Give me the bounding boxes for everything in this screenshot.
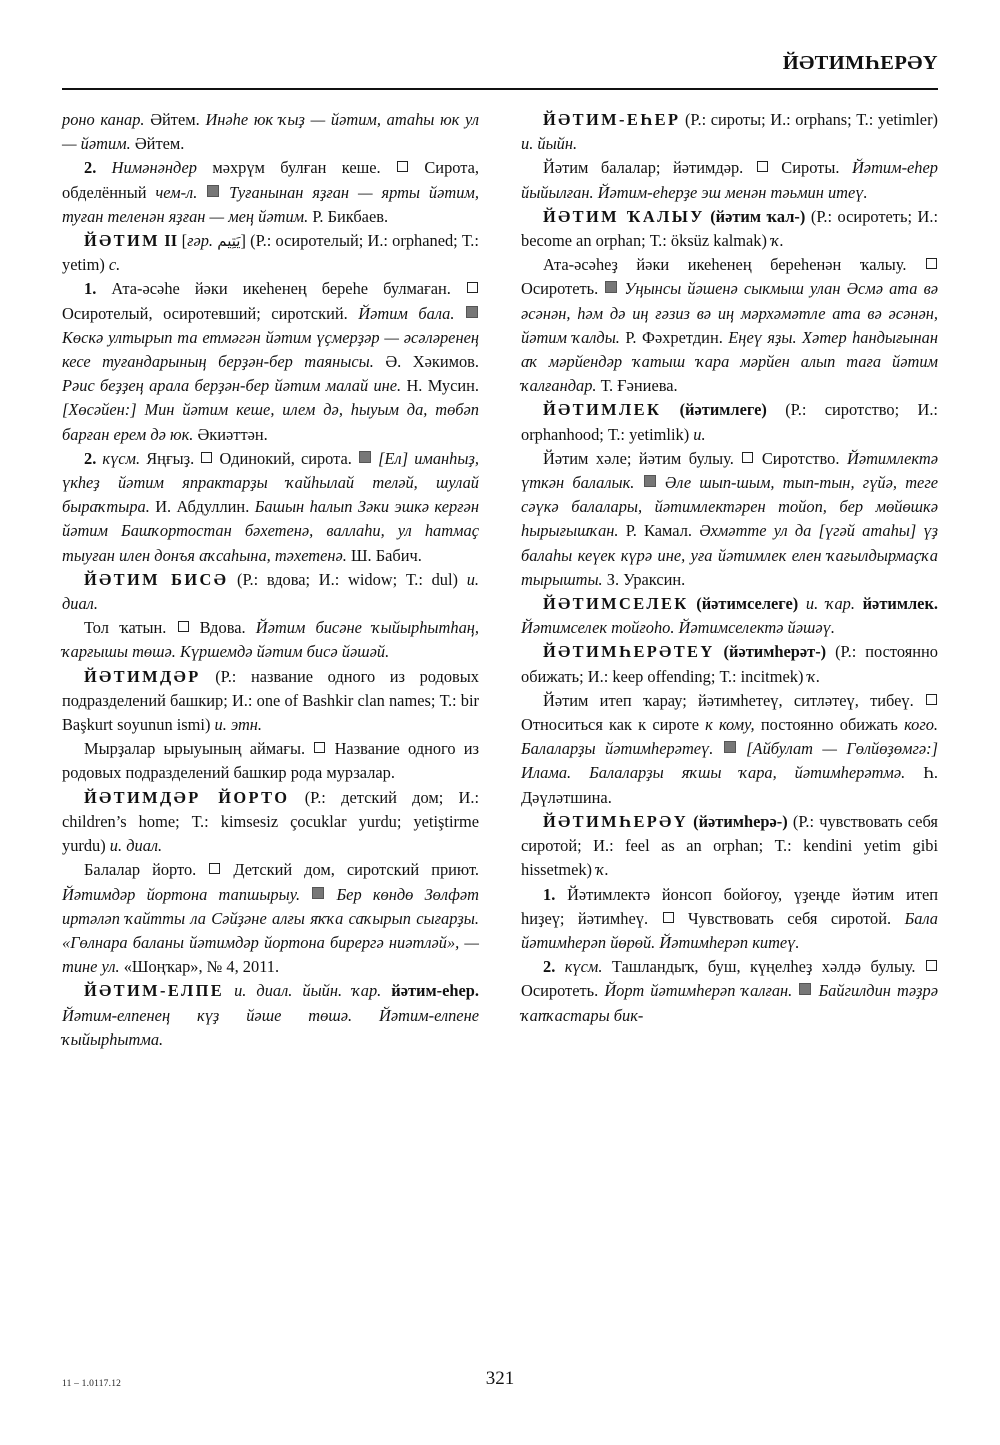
sense-definition: Яңғыҙ. xyxy=(140,448,195,468)
entry-paren-form: (йәтимселеге) xyxy=(696,594,799,614)
sense-citation: Еңеү яҙы. Хәтер һандығынан аҡ мәрйендәр ҡатыш ҡара мәрйен алып таға йәтим ҡалғандар. xyxy=(521,327,938,396)
sense-definition: Ата-әсәһеҙ йәки икеһенең береһенән ҡалыу. xyxy=(543,255,907,275)
sense-translation: Сироты. xyxy=(781,158,840,178)
sense-citation-source: Ш. Бабич. xyxy=(346,545,422,565)
filled-square-marker-icon xyxy=(644,475,656,487)
entry-gloss: (Р.: осиротеть; И.: become an orphan; Т.: öksüz kalmak) xyxy=(521,206,938,251)
entry-headword: ЙӘТИМДӘР ЙОРТО xyxy=(84,787,290,807)
sense-definition-italic: Нимәнәндер xyxy=(111,158,197,178)
sense-citation: Көскә ултырып та етмәгән йәтим үҫмерҙәр — әсәләренең кесе туғандарының берҙән-бер таянысы. xyxy=(62,327,479,372)
sense-citation: Байгилдин тәҙрә ҡапҡастары бик- xyxy=(521,981,939,1025)
sense-translation: Чувствовать себя сиротой. xyxy=(687,908,892,928)
continued-roman-a: Әйтем. xyxy=(144,110,206,129)
sense-citation-source: Һ. Дәүләтшина. xyxy=(521,763,938,807)
entry-usage-label: диал. xyxy=(126,836,163,856)
sense-citation: Әхмәтте ул да [үгәй атаһы] үҙ балаһы кеүек күрә ине, уға йәтимлек елен ҡағылдырмаҫҡа тырышты. xyxy=(521,521,939,589)
sense-citation-source: З. Ураксин. xyxy=(602,569,686,589)
sense-translation: Одинокий, сирота. xyxy=(219,448,352,468)
etymology-bracket-open: [ xyxy=(181,231,188,251)
sense-translation: Осиротелый, осиротевший; сиротский. xyxy=(62,303,348,323)
entry-gloss: (Р.: название одного из родовых подразделений башкир; И.: one of Bashkir clan names; Т.: bir Başkurt soyunun ismi) xyxy=(62,666,479,735)
sense-citation-source: И. Абдуллин. xyxy=(149,497,250,517)
entry-usage-label: диал. xyxy=(62,594,98,614)
entry-roman-numeral: II xyxy=(164,231,178,251)
entry-part-of-speech: и. xyxy=(689,424,706,444)
entry-part-of-speech: ҡ. xyxy=(592,860,609,880)
sense-paragraph xyxy=(521,156,938,204)
sense-translation: Осиротеть. xyxy=(521,981,599,1001)
sense-number: 2. xyxy=(84,448,97,468)
column-container xyxy=(62,108,938,1052)
entry-gloss: (Р.: детский дом; И.: children’s home; Т.: kimsesiz çocuklar yurdu; yetiştirme yurdu) xyxy=(62,787,479,856)
footer-signature: 11 – 1.0117.12 xyxy=(62,1379,122,1389)
sense-citation: Туғанынан яҙған — ярты йәтим, туған теленән яҙған — мең йәтим. xyxy=(62,182,479,226)
sense-citation-source: Әкиәттән. xyxy=(193,424,268,444)
sense-example: Йорт йәтимһерәп ҡалған. xyxy=(604,981,793,1001)
entry-part-of-speech: и. xyxy=(521,134,538,154)
sense-citation-source: Т. Ғәниева. xyxy=(596,376,678,396)
cross-reference-target[interactable]: йәтим-еһер. xyxy=(391,981,479,1001)
sense-paragraph xyxy=(521,955,938,1028)
open-square-marker-icon xyxy=(397,161,408,172)
sense-example: Йәтим бисәне ҡыйырһытһаң, ҡарғышы төшә. Күршемдә йәтим бисә йәшәй. xyxy=(62,618,479,662)
open-square-marker-icon xyxy=(742,452,753,463)
entry-yatim-2 xyxy=(62,229,479,277)
header-rule xyxy=(62,88,938,90)
sense-paragraph xyxy=(62,156,479,229)
sense-paragraph xyxy=(62,616,479,664)
continued-entry-paragraph xyxy=(62,108,479,156)
etymology-bracket-close: ] xyxy=(240,231,246,251)
sense-paragraph xyxy=(521,883,938,956)
open-square-marker-icon xyxy=(201,452,212,463)
sense-paragraph xyxy=(62,447,479,568)
sense-paragraph xyxy=(521,253,938,398)
right-column xyxy=(521,108,938,1052)
sense-citation: Уңынсы йәшенә сыкмыш улан Әсмә ата вә әсәнән, һәм дә иң ғәзиз вә иң мәрхәмәтле ата вә әсәнән, йәтим ҡалды. xyxy=(521,279,938,347)
entry-headword: ЙӘТИМ-ЕЛПЕ xyxy=(84,981,225,1001)
entry-headword: ЙӘТИМ xyxy=(84,231,161,251)
entry-yatimselek xyxy=(521,592,938,640)
entry-yatimhereu xyxy=(521,810,938,883)
sense-citation: [Ел] иманһыҙ, үкһеҙ йәтим япрактарҙы ҡайһылай теләй, шулай быраҡтыра. xyxy=(62,448,479,517)
filled-square-marker-icon xyxy=(605,281,617,293)
open-square-marker-icon xyxy=(209,863,220,874)
sense-number: 2. xyxy=(543,957,556,977)
sense-citation-source: Н. Мусин. xyxy=(401,376,479,396)
sense-translation: Название одного из родовых подразделений башкир рода мурзалар. xyxy=(62,739,480,783)
entry-headword: ЙӘТИМДӘР xyxy=(84,666,201,686)
sense-number: 2. xyxy=(84,158,97,178)
entry-gloss: (Р.: чувствовать себя сиротой; И.: feel as an orphan; Т.: kendini yetim gibi hissetmek) xyxy=(521,811,938,880)
entry-yatim-eher xyxy=(521,108,938,156)
entry-yatim-elpe xyxy=(62,979,479,1052)
filled-square-marker-icon xyxy=(724,741,736,753)
entry-yatimlek xyxy=(521,398,938,446)
etymology-arabic-source: يَتِيم xyxy=(217,232,241,251)
entry-headword: ЙӘТИМ ҠАЛЫУ xyxy=(543,206,705,226)
entry-part-of-speech: ҡ. xyxy=(803,666,821,686)
entry-gloss: (Р.: вдова; И.: widow; Т.: dul) xyxy=(236,569,459,589)
entry-yatimdar xyxy=(62,665,479,738)
sense-definition: Тол ҡатын. xyxy=(84,618,167,638)
entry-part-of-speech: и. xyxy=(458,569,480,589)
entry-gloss: (Р.: постоянно обижать; И.: keep offending; Т.: incitmek) xyxy=(521,642,938,686)
entry-part-of-speech: и. ҡар. xyxy=(798,594,863,614)
sense-definition: Мырҙалар ырыуының аймағы. xyxy=(84,739,306,759)
continued-roman-b: Әйтем. xyxy=(130,134,185,154)
sense-citation: Рәис беҙҙең арала берҙән-бер йәтим малай ине. xyxy=(62,376,402,396)
sense-translation: Сиротство. xyxy=(761,448,840,468)
open-square-marker-icon xyxy=(926,960,937,971)
sense-citation-source: Ә. Хәкимов. xyxy=(373,352,479,372)
sense-example: Балаларҙы йәтимһерәтеү. xyxy=(521,739,714,759)
sense-example: Йәтим-елпенең күҙ йәше төшә. Йәтим-елпене ҡыйырһытма. xyxy=(62,1005,479,1049)
entry-part-of-speech: и. xyxy=(210,715,231,735)
sense-citation-source: Р. Камал. xyxy=(618,521,692,541)
sense-number: 1. xyxy=(543,884,556,904)
filled-square-marker-icon xyxy=(466,306,478,318)
sense-definition-roman: мәхрүм булған кеше. xyxy=(196,158,381,178)
sense-paragraph xyxy=(62,277,479,446)
sense-paragraph xyxy=(521,689,938,810)
etymology-language: ғәр. xyxy=(187,231,214,251)
entry-headword: ЙӘТИМ БИСӘ xyxy=(84,569,229,589)
left-column xyxy=(62,108,479,1052)
sense-translation: Сирота, обделённый xyxy=(62,158,479,202)
sense-example: Йәтимдәр йортона тапшырыу. xyxy=(62,884,301,904)
sense-label: күсм. xyxy=(102,448,141,468)
sense-label: күсм. xyxy=(564,957,603,977)
sense-citation-source: Р. Бикбаев. xyxy=(308,206,389,226)
open-square-marker-icon xyxy=(757,161,768,172)
open-square-marker-icon xyxy=(178,621,189,632)
open-square-marker-icon xyxy=(926,694,937,705)
sense-citation: [Хөсәйен:] Мин йәтим кеше, илем дә, һыуым да, төбәп барған ерем дә юк. xyxy=(62,400,479,444)
sense-definition: Йәтим итеп ҡарау; йәтимһетеү, ситләтеү, тибеү. xyxy=(543,690,914,710)
filled-square-marker-icon xyxy=(207,185,219,197)
entry-part-of-speech: с. xyxy=(104,255,121,275)
sense-example: Йәтим-еһер йыйылған. Йәтим-еһерҙе эш менән тәьмин итеү. xyxy=(521,158,938,202)
sense-citation: Әле шып-шым, тып-тын, гүйә, теге сәүкә балалары, йәтимлектәрен тойоп, бер мөйөшкә һырығышҡан. xyxy=(521,473,938,541)
sense-definition: Ташландыҡ, буш, күңелһеҙ хәлдә булыу. xyxy=(602,957,916,977)
running-header xyxy=(62,52,938,75)
sense-definition: Йәтим хәле; йәтим булыу. xyxy=(543,448,734,468)
entry-headword: ЙӘТИМЛЕК xyxy=(543,400,662,420)
sense-definition: Йәтимлектә йонсоп бойоғоу, үҙеңде йәтим итеп һиҙеү; йәтимһеү. xyxy=(521,884,938,928)
filled-square-marker-icon xyxy=(799,983,811,995)
entry-usage-label: йыйн. xyxy=(537,134,578,154)
sense-example: Йәтим бала. xyxy=(358,303,455,323)
entry-paren-form: (йәтим ҡал-) xyxy=(710,206,806,226)
sense-translation: Осиротеть. xyxy=(521,279,599,299)
entry-yatim-bisa xyxy=(62,568,479,616)
sense-citation: Башын һалып Зәки эшкә керғән йәтим Башҡортостан бәхетенә, валлаһи, ул һатмаҫ тыуған илен донъя аҡсаһына, тәхетенә. xyxy=(62,497,479,565)
sense-number: 1. xyxy=(84,279,97,299)
open-square-marker-icon xyxy=(467,282,478,293)
entry-paren-form: (йәтимлеге) xyxy=(679,400,767,420)
sense-translation-italic: чем-л. xyxy=(155,182,198,202)
filled-square-marker-icon xyxy=(312,887,324,899)
entry-yatimherateu xyxy=(521,640,938,688)
sense-paragraph xyxy=(62,858,479,979)
sense-definition: Балалар йорто. xyxy=(84,860,197,880)
entry-usage-label: этн. xyxy=(230,715,263,735)
entry-headword: ЙӘТИМҺЕРӘТЕҮ xyxy=(543,642,715,662)
continued-italic-b: Инәһе юк ҡыҙ — йәтим, атаһы юк ул — йәтим. xyxy=(62,110,480,154)
sense-translation-italic: кого. xyxy=(904,715,939,735)
open-square-marker-icon xyxy=(663,912,674,923)
sense-translation: Относиться как к сироте xyxy=(521,715,706,735)
sense-citation-source: «Шоңҡар», № 4, 2011. xyxy=(119,957,280,977)
entry-gloss: (Р.: сироты; И.: orphans; Т.: yetimler) xyxy=(684,110,938,129)
open-square-marker-icon xyxy=(926,258,937,269)
entry-part-of-speech: и. xyxy=(105,836,127,856)
sense-translation: Вдова. xyxy=(199,618,246,638)
sense-paragraph xyxy=(62,737,479,785)
entry-yatim-kalyu xyxy=(521,205,938,253)
sense-definition: Йәтим балалар; йәтимдәр. xyxy=(543,158,744,178)
entry-gloss: (Р.: сиротство; И.: orphanhood; Т.: yetimlik) xyxy=(521,400,938,444)
sense-citation-source: Р. Фәхретдин. xyxy=(619,327,723,347)
entry-headword: ЙӘТИМҺЕРӘҮ xyxy=(543,811,688,831)
sense-example: Бала йәтимһерәп йөрөй. Йәтимһерәп китеү. xyxy=(521,908,938,952)
entry-part-of-speech: ҡ. xyxy=(766,231,784,251)
sense-paragraph xyxy=(521,447,938,592)
entry-yatimdar-yorto xyxy=(62,786,479,859)
entry-paren-form: (йәтимһерәт-) xyxy=(723,642,827,662)
continued-italic-a: роно канар. xyxy=(62,110,145,129)
sense-translation-cont: постоянно обижать xyxy=(754,715,905,735)
entry-part-of-speech: и. диал. йыйн. xyxy=(224,981,353,1001)
open-square-marker-icon xyxy=(314,742,325,753)
sense-example: Йәтимселек тойғоһо. Йәтимселектә йәшәү. xyxy=(521,618,835,638)
cross-reference-target[interactable]: йәтимлек. xyxy=(862,594,938,614)
sense-definition: Ата-әсәһе йәки икеһенең береһе булмаған. xyxy=(111,279,451,299)
sense-translation: Детский дом, сиротский приют. xyxy=(233,860,479,880)
entry-headword: ЙӘТИМСЕЛЕК xyxy=(543,594,689,614)
sense-example: Йәтимлектә үткән балалык. xyxy=(521,448,938,493)
sense-translation-italic: к кому, xyxy=(705,715,755,735)
entry-gloss: (Р.: осиротелый; И.: orphaned; Т.: yetim) xyxy=(62,231,479,275)
running-head-word: ЙӘТИМҺЕРӘҮ xyxy=(782,52,938,74)
entry-headword: ЙӘТИМ-ЕҺЕР xyxy=(543,110,681,129)
cross-reference-label: ҡар. xyxy=(352,981,392,1001)
sense-citation: Бер көндө Зөлфәт иртәләп ҡайтты ла Сәйҙәне алғы яҡҡа саҡырып сығарҙы. «Гөлнара баланы йәтимдәр йортона бирергә ниәтләй», — тине ул. xyxy=(62,884,479,977)
sense-citation: [Айбулат — Гөлйөҙөмгә:] Илама. Балаларҙы яҡшы ҡара, йәтимһерәтмә. xyxy=(521,739,938,783)
page-number: 321 xyxy=(485,1368,515,1389)
entry-paren-form: (йәтимһерә-) xyxy=(693,811,788,831)
filled-square-marker-icon xyxy=(359,451,371,463)
